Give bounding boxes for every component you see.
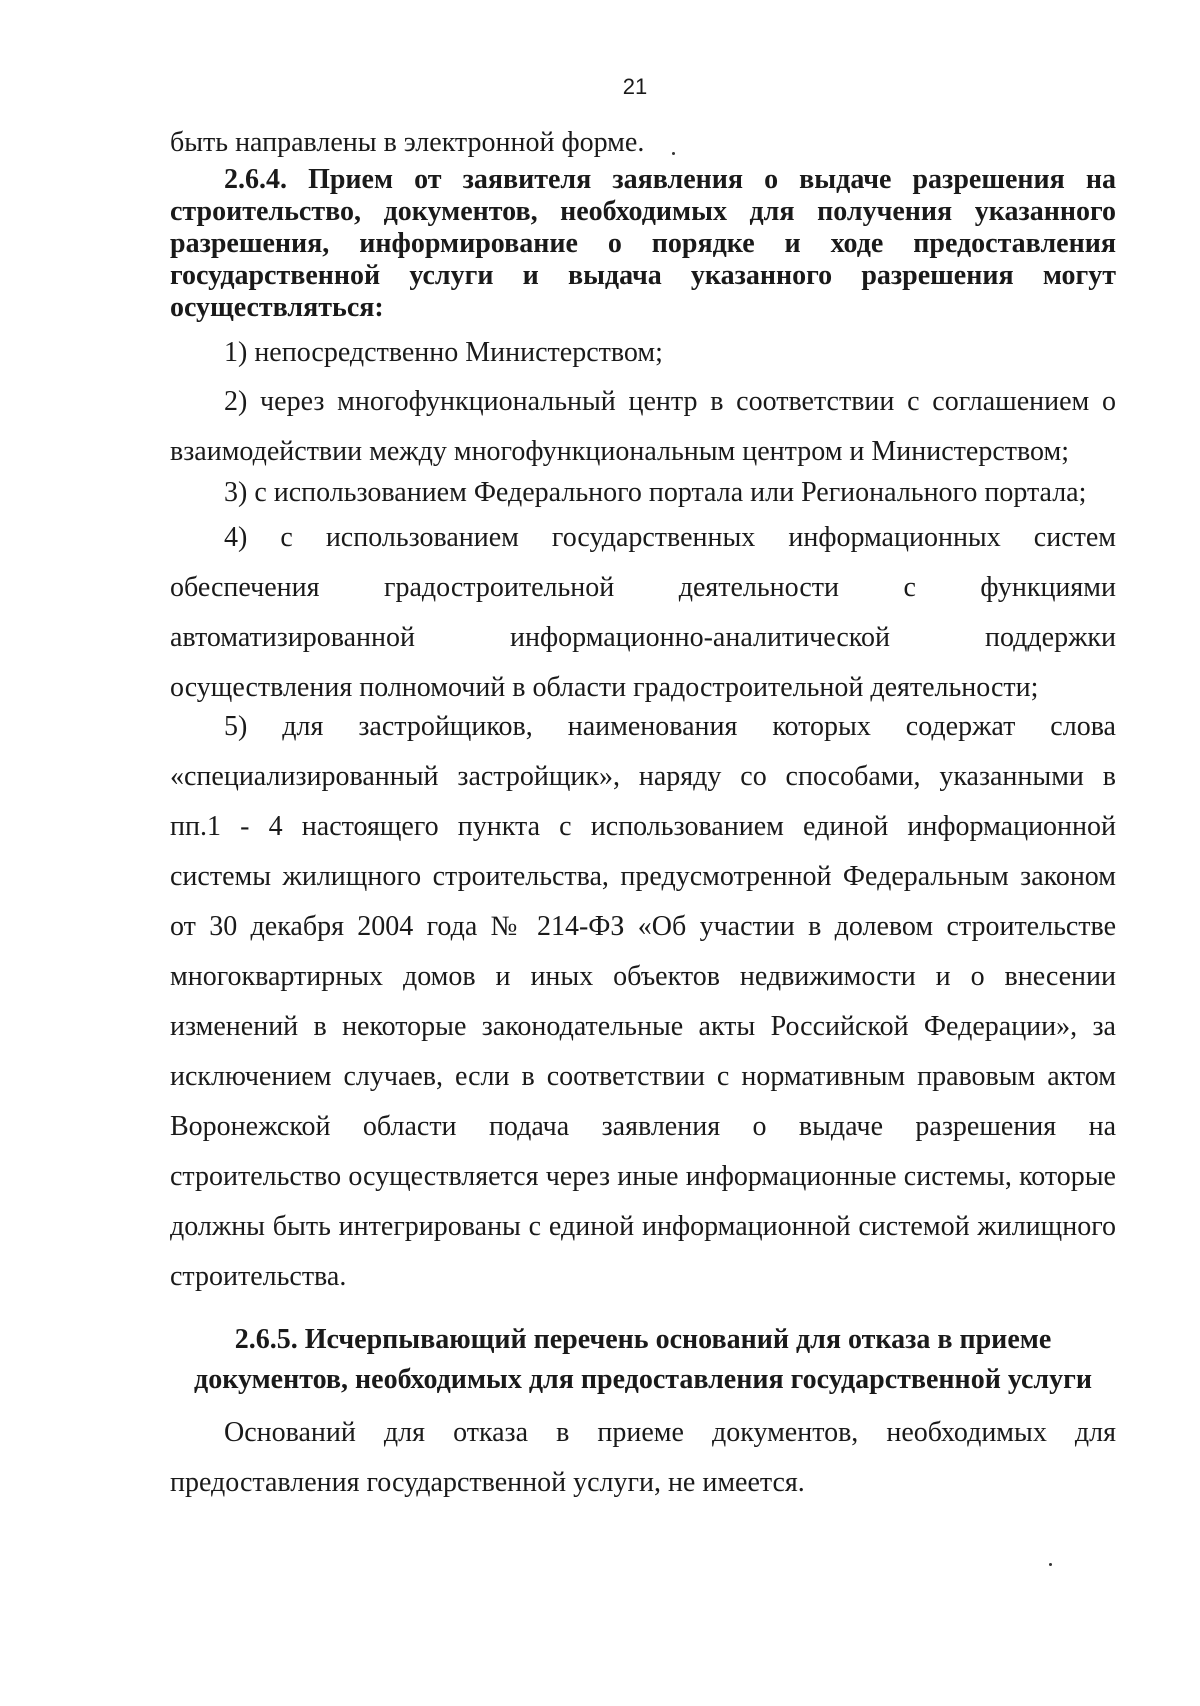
text-line: осуществляться: [170, 292, 384, 323]
text-line: Оснований для отказа в приеме документов, необходимых для [224, 1417, 1116, 1448]
text-line: 2.6.4. Прием от заявителя заявления о выдаче разрешения на [224, 164, 1116, 195]
text-line: должны быть интегрированы с единой информационной системой жилищного [170, 1211, 1116, 1242]
text-line: изменений в некоторые законодательные акты Российской Федерации», за [170, 1011, 1116, 1042]
text-line: строительства. [170, 1261, 347, 1292]
text-line: Воронежской области подача заявления о выдаче разрешения на [170, 1111, 1116, 1142]
closing-paragraph [170, 1408, 1116, 1508]
list-item-2 [170, 377, 1116, 477]
text-line: разрешения, информирование о порядке и ходе предоставления [170, 228, 1116, 259]
text-line: от 30 декабря 2004 года № 214-ФЗ «Об участии в долевом строительстве [170, 911, 1116, 942]
list-item-5 [170, 702, 1116, 1302]
list-item-3 [170, 468, 1116, 518]
text-line: 3) с использованием Федерального портала или Регионального портала; [224, 477, 1087, 508]
text-line: осуществления полномочий в области градостроительной деятельности; [170, 672, 1039, 703]
text-line: государственной услуги и выдача указанного разрешения могут [170, 260, 1116, 291]
page-number: 21 [622, 74, 648, 99]
text-line: 2.6.5. Исчерпывающий перечень оснований для отказа в приеме [234, 1324, 1052, 1355]
text-line: 4) с использованием государственных информационных систем [224, 522, 1116, 553]
continuation-paragraph [170, 118, 1116, 168]
text-line: 5) для застройщиков, наименования которых содержат слова [224, 711, 1116, 742]
section-heading-2-6-4 [170, 164, 1116, 324]
text-line: пп.1 - 4 настоящего пункта с использованием единой информационной [170, 811, 1116, 842]
section-heading-2-6-5 [170, 1320, 1116, 1400]
text-line: «специализированный застройщик», наряду со способами, указанными в [170, 761, 1116, 792]
text-line: документов, необходимых для предоставления государственной услуги [194, 1364, 1092, 1395]
text-line: строительство, документов, необходимых для получения указанного [170, 196, 1116, 227]
text-line: строительство осуществляется через иные информационные системы, которые [170, 1161, 1116, 1192]
text-line: взаимодействии между многофункциональным центром и Министерством; [170, 436, 1070, 467]
text-line: 1) непосредственно Министерством; [224, 337, 663, 368]
scan-speck [1049, 1563, 1052, 1566]
scan-speck [672, 152, 675, 155]
text-line: автоматизированной информационно-аналитической поддержки [170, 622, 1116, 653]
text-line: многоквартирных домов и иных объектов недвижимости и о внесении [170, 961, 1116, 992]
list-item-4 [170, 513, 1116, 713]
list-item-1 [170, 328, 1116, 378]
text-line: исключением случаев, если в соответствии с нормативным правовым актом [170, 1061, 1116, 1092]
text-line: системы жилищного строительства, предусмотренной Федеральным законом [170, 861, 1116, 892]
text-line: обеспечения градостроительной деятельности с функциями [170, 572, 1116, 603]
text-line: предоставления государственной услуги, не имеется. [170, 1467, 805, 1498]
text-line: быть направлены в электронной форме. [170, 127, 645, 158]
text-line: 2) через многофункциональный центр в соответствии с соглашением о [224, 386, 1116, 417]
